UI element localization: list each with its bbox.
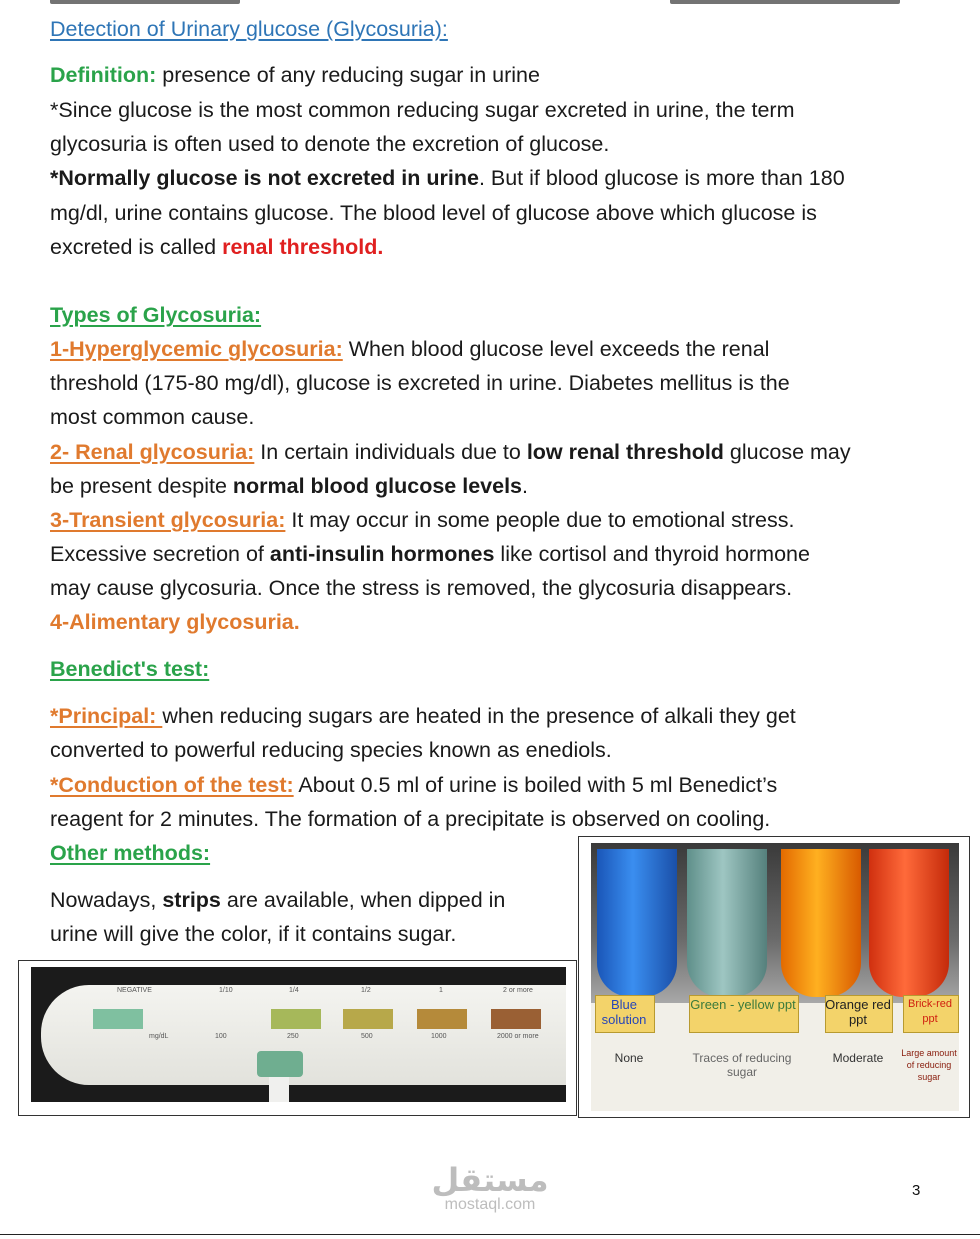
strip-swatch-3 [271, 1009, 321, 1029]
strip-top-tick-5: 1 [439, 987, 443, 994]
type-1-line-3: most common cause. [50, 405, 255, 429]
strip-swatch-1 [93, 1009, 143, 1029]
page-title: Detection of Urinary glucose (Glycosuria): [50, 17, 448, 41]
tube-label-1: Blue solution [601, 997, 647, 1027]
watermark-logo [430, 1164, 550, 1214]
tube-green [687, 849, 767, 997]
benedict-principal-line-2: converted to powerful reducing species known as enediols. [50, 738, 612, 762]
watermark-arabic: مستقل [431, 1162, 549, 1198]
strip-top-tick-2: 1/10 [219, 987, 233, 994]
type-3-line-3: may cause glycosuria. Once the stress is removed, the glycosuria disappears. [50, 576, 793, 600]
type-2-line-2: be present despite normal blood glucose levels. [50, 474, 529, 498]
type-1-line-1: 1-Hyperglycemic glycosuria: When blood glucose level exceeds the renal [50, 337, 770, 361]
type-3-line-2: Excessive secretion of anti-insulin hormones like cortisol and thyroid hormone [50, 542, 810, 566]
type-1-line-2: threshold (175-80 mg/dl), glucose is excreted in urine. Diabetes mellitus is the [50, 371, 790, 395]
tube-result-3: Moderate [832, 1051, 884, 1065]
strip-bottom-tick-1: mg/dL [149, 1033, 169, 1040]
tube-result-1: None [614, 1051, 644, 1065]
benedict-principal-line-1: *Principal: when reducing sugars are heated in the presence of alkali they get [50, 704, 796, 728]
strip-top-tick-6: 2 or more [503, 987, 533, 994]
strip-swatch-4 [343, 1009, 393, 1029]
strip-top-tick-3: 1/4 [289, 987, 299, 994]
strip-bottom-tick-5: 1000 [431, 1033, 447, 1040]
strip-bottom-tick-4: 500 [361, 1033, 373, 1040]
definition-line-3: glycosuria is often used to denote the excretion of glucose. [50, 132, 610, 156]
strip-bottom-tick-3: 250 [287, 1033, 299, 1040]
watermark-latin: mostaql.com [444, 1196, 536, 1213]
type-2-line-1: 2- Renal glycosuria: In certain individuals due to low renal threshold glucose may [50, 440, 851, 464]
definition-line-4: *Normally glucose is not excreted in urine. But if blood glucose is more than 180 [50, 166, 845, 190]
other-methods-line-2: urine will give the color, if it contains sugar. [50, 922, 457, 946]
tube-result-2: Traces of reducing sugar [692, 1051, 792, 1079]
type-3-line-1: 3-Transient glycosuria: It may occur in some people due to emotional stress. [50, 508, 795, 532]
tube-blue [597, 849, 677, 997]
strip-swatch-6 [491, 1009, 541, 1029]
tube-label-2: Green - yellow ppt [690, 997, 796, 1012]
tube-label-3: Orange red ppt [825, 997, 891, 1027]
strip-bottom-tick-2: 100 [215, 1033, 227, 1040]
other-methods-heading: Other methods: [50, 841, 211, 865]
benedict-heading: Benedict's test: [50, 657, 210, 681]
cut-header [0, 0, 980, 4]
page-number: 3 [912, 1182, 921, 1199]
benedict-conduction-line-2: reagent for 2 minutes. The formation of a precipitate is observed on cooling. [50, 807, 771, 831]
type-4-line: 4-Alimentary glycosuria. [50, 610, 300, 634]
tube-orange [781, 849, 861, 997]
tube-label-4: Brick-red ppt [907, 998, 952, 1025]
definition-line-1: Definition: presence of any reducing sugar in urine [50, 63, 540, 87]
definition-line-6: excreted is called renal threshold. [50, 235, 384, 259]
other-methods-line-1: Nowadays, strips are available, when dipped in [50, 888, 506, 912]
tube-result-4: Large amount of reducing sugar [901, 1048, 957, 1082]
strip-top-tick-1: NEGATIVE [117, 987, 152, 994]
tube-red [869, 849, 949, 997]
urine-strip-image [18, 960, 577, 1116]
types-heading: Types of Glycosuria: [50, 303, 262, 327]
strip-swatch-5 [417, 1009, 467, 1029]
bottom-rule [0, 1234, 980, 1235]
benedict-tubes-image [578, 836, 970, 1118]
strip-bottom-tick-6: 2000 or more [497, 1033, 539, 1040]
definition-line-2: *Since glucose is the most common reducing sugar excreted in urine, the term [50, 98, 795, 122]
strip-tube [41, 985, 566, 1085]
definition-line-5: mg/dl, urine contains glucose. The blood level of glucose above which glucose is [50, 201, 817, 225]
test-strip-pad [257, 1051, 303, 1077]
benedict-conduction-line-1: *Conduction of the test: About 0.5 ml of urine is boiled with 5 ml Benedict’s [50, 773, 778, 797]
strip-top-tick-4: 1/2 [361, 987, 371, 994]
